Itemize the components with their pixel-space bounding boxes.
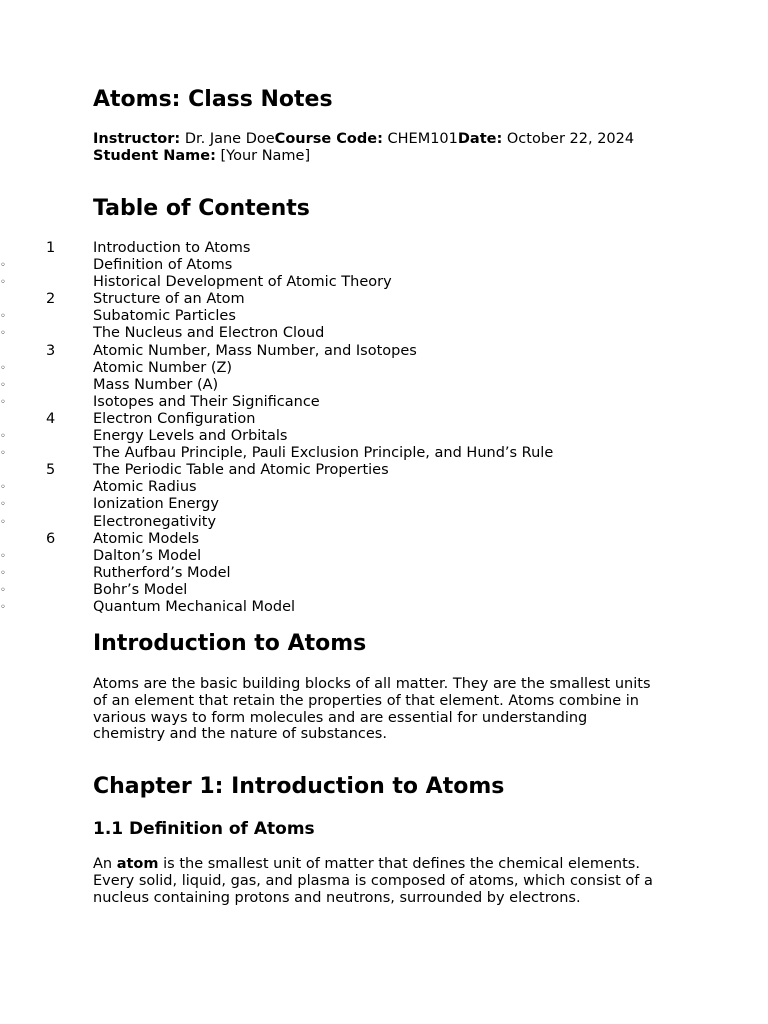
hollow-bullet-icon: ◦ [0,311,6,323]
toc-subitem[interactable] [0,274,693,291]
definition-rest: is the smallest unit of matter that defines the chemical elements. Every solid, liquid, gas, and plasma is composed of atoms, which consist of a nucleus containing protons and neutrons, surrounded by electrons. [93,856,653,906]
student-name-value: [Your Name] [220,147,311,164]
intro-heading: Introduction to Atoms [93,631,367,656]
toc-subitem[interactable] [0,598,693,616]
toc-subitem[interactable] [0,564,693,582]
toc-item-number: 5 [46,462,56,479]
toc-item-label: Ionization Energy [93,496,220,513]
toc-item-label: Atomic Number (Z) [93,359,233,376]
toc-item-label: Dalton’s Model [93,547,202,564]
hollow-bullet-icon: ◦ [0,601,6,613]
hollow-bullet-icon: ◦ [0,584,6,596]
toc-subitem[interactable] [0,479,693,496]
toc-subitem[interactable] [0,547,693,565]
toc-subitem[interactable] [0,359,693,377]
toc-subitem[interactable] [0,496,693,513]
hollow-bullet-icon: ◦ [0,482,6,494]
toc-item-label: Definition of Atoms [93,257,233,274]
toc-item-number: 4 [46,410,56,427]
toc-item-label: Electron Configuration [93,410,256,427]
toc-subitem[interactable] [0,581,693,599]
hollow-bullet-icon: ◦ [0,448,6,460]
hollow-bullet-icon: ◦ [0,396,6,408]
toc-subitem[interactable] [0,428,693,445]
toc-item-label: The Nucleus and Electron Cloud [93,325,325,342]
instructor-label: Instructor: [93,131,181,147]
intro-paragraph: Atoms are the basic building blocks of all matter. They are the smallest units of an element that retain the properties of that element. Atoms combine in various ways to form molecules and are essential for understanding chemistry and the nature of substances. [93,676,651,743]
hollow-bullet-icon: ◦ [0,379,6,391]
toc-item[interactable] [46,530,693,548]
toc-item-label: Electronegativity [93,513,217,530]
date-value: October 22, 2024 [506,131,635,147]
document-title: Atoms: Class Notes [93,87,333,112]
toc-item[interactable] [46,410,693,428]
section-1-1-heading: 1.1 Definition of Atoms [93,819,315,839]
toc-item[interactable] [46,462,693,479]
toc-subitem[interactable] [0,376,693,394]
toc-item[interactable] [46,240,693,257]
toc-item-number: 3 [46,342,56,359]
table-of-contents [0,240,693,616]
toc-item-label: Quantum Mechanical Model [93,598,296,615]
meta-line-2 [93,148,634,165]
chapter-1-heading: Chapter 1: Introduction to Atoms [93,774,505,799]
date-label: Date: [457,131,503,147]
toc-item-label: Introduction to Atoms [93,240,251,256]
toc-subitem[interactable] [0,308,693,325]
toc-item[interactable] [46,342,693,360]
hollow-bullet-icon: ◦ [0,362,6,374]
toc-item-label: Bohr’s Model [93,581,188,598]
toc-heading: Table of Contents [93,196,310,221]
toc-item-label: Rutherford’s Model [93,564,231,581]
definition-paragraph [93,856,663,906]
instructor-value: Dr. Jane Doe [184,131,275,147]
toc-item-number: 2 [46,291,56,308]
toc-item-label: The Periodic Table and Atomic Properties [93,462,389,479]
toc-item-number: 6 [46,530,56,547]
toc-item-label: Historical Development of Atomic Theory [93,274,392,291]
hollow-bullet-icon: ◦ [0,567,6,579]
toc-item[interactable] [46,291,693,308]
toc-item-label: Atomic Number, Mass Number, and Isotopes [93,342,417,359]
toc-item-label: Isotopes and Their Significance [93,393,320,410]
toc-item-label: The Aufbau Principle, Pauli Exclusion Principle, and Hund’s Rule [93,445,554,462]
toc-item-label: Atomic Radius [93,479,197,496]
hollow-bullet-icon: ◦ [0,516,6,528]
toc-item-label: Atomic Models [93,530,200,547]
hollow-bullet-icon: ◦ [0,431,6,443]
definition-prefix: An [93,856,117,872]
toc-item-label: Energy Levels and Orbitals [93,428,288,445]
hollow-bullet-icon: ◦ [0,328,6,340]
toc-subitem[interactable] [0,513,693,531]
toc-item-number: 1 [46,240,56,256]
hollow-bullet-icon: ◦ [0,550,6,562]
toc-subitem[interactable] [0,325,693,342]
meta-line-1 [93,131,634,148]
document-meta [93,131,634,164]
hollow-bullet-icon: ◦ [0,499,6,511]
course-code-label: Course Code: [274,131,383,147]
toc-subitem[interactable] [0,257,693,274]
hollow-bullet-icon: ◦ [0,277,6,289]
toc-subitem[interactable] [0,393,693,411]
toc-subitem[interactable] [0,445,693,462]
toc-item-label: Structure of an Atom [93,291,245,308]
toc-item-label: Mass Number (A) [93,376,219,393]
definition-term: atom [116,856,159,872]
toc-item-label: Subatomic Particles [93,308,236,325]
hollow-bullet-icon: ◦ [0,260,6,272]
course-code-value: CHEM101 [387,131,458,147]
student-name-label: Student Name: [93,147,216,164]
